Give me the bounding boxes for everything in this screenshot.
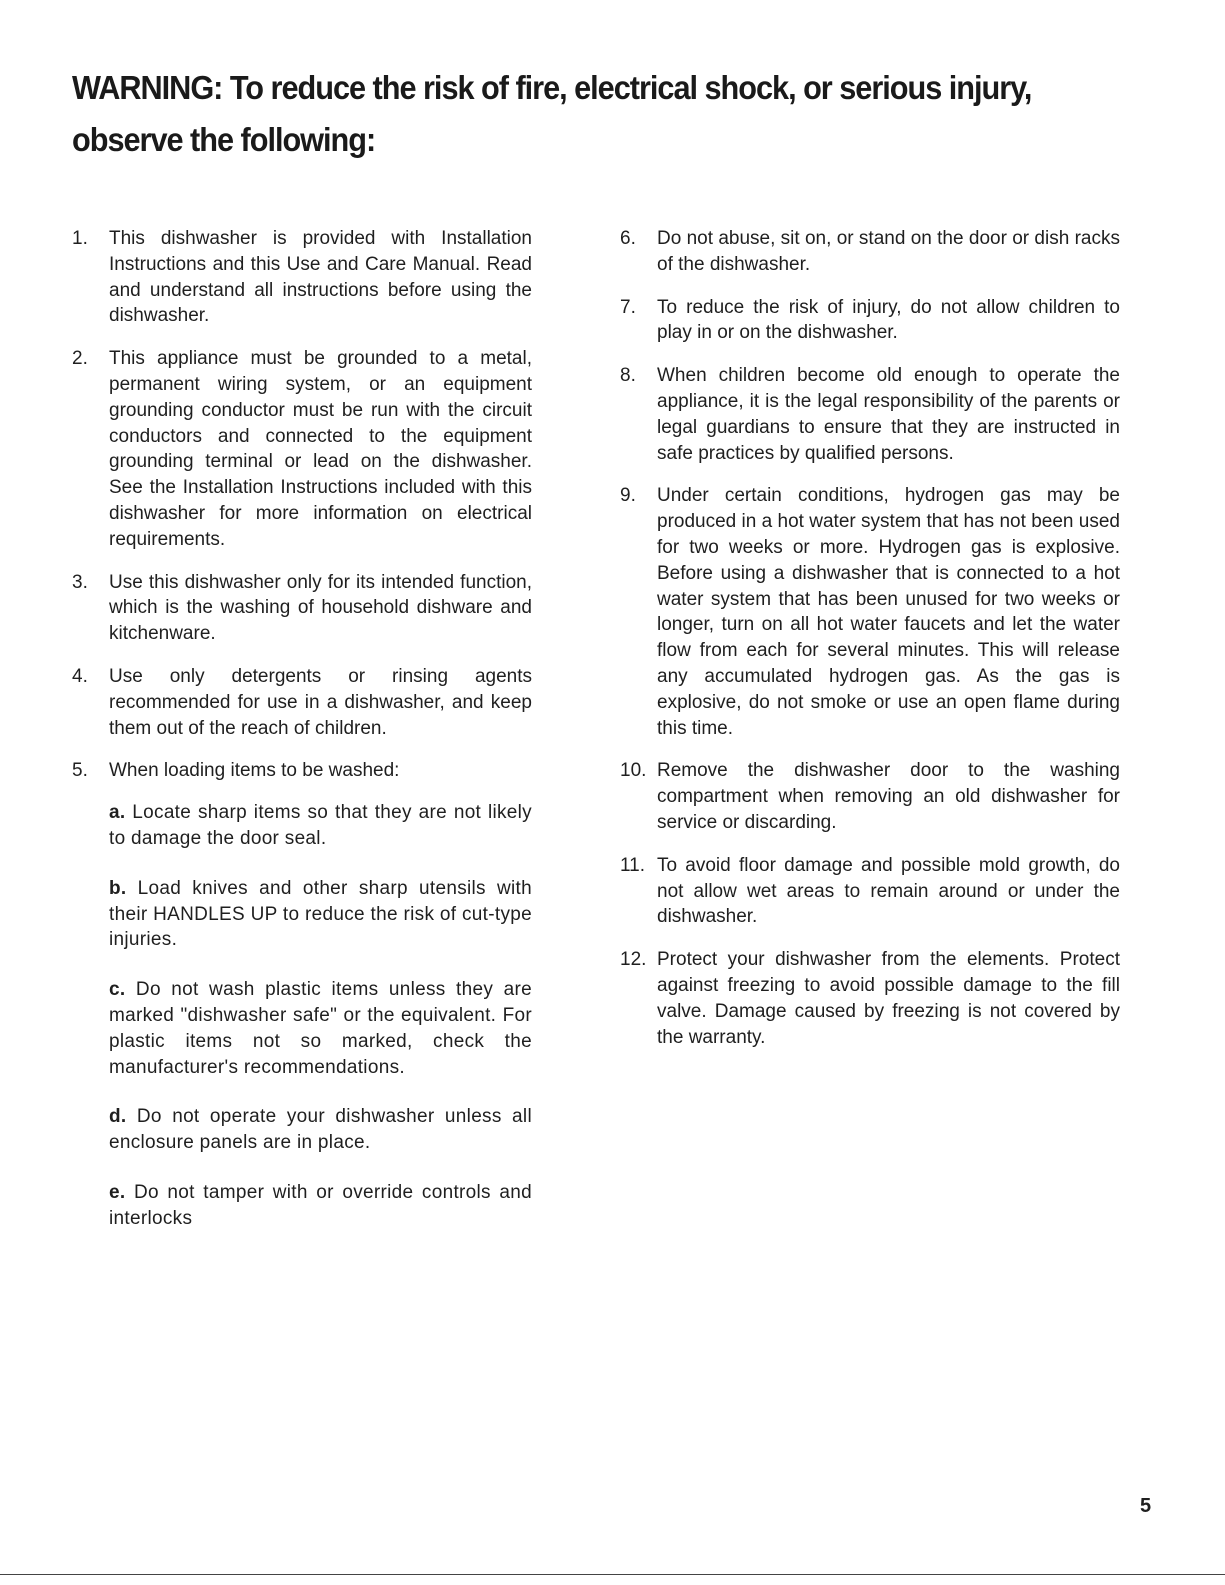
item-text: This appliance must be grounded to a metal, permanent wiring system, or an equipment grounding conductor must be run with the circuit conductors and connected to the equipment grounding terminal or lead on the dishwasher. See the Installation Instructions included with this dishwasher for more information on electrical requirements. xyxy=(109,348,532,550)
list-item xyxy=(620,947,1120,1050)
list-item xyxy=(620,363,1120,466)
item-number: 1. xyxy=(72,228,88,249)
sub-item-b xyxy=(109,876,532,953)
item-number: 4. xyxy=(72,665,88,687)
item-text: To avoid floor damage and possible mold growth, do not allow wet areas to remain around or under the dishwasher. xyxy=(657,854,1120,928)
item-text: Remove the dishwasher door to the washing compartment when removing an old dishwasher for service or discarding. xyxy=(657,760,1120,833)
item-text: Do not abuse, sit on, or stand on the door or dish racks of the dishwasher. xyxy=(657,228,1120,275)
left-column xyxy=(72,226,532,1256)
list-item xyxy=(72,570,532,647)
list-item xyxy=(620,483,1120,741)
item-number: 11. xyxy=(620,854,646,876)
page-bottom-divider xyxy=(0,1574,1225,1575)
sub-item-text: Load knives and other sharp utensils with their HANDLES UP to reduce the risk of cut-type injuries. xyxy=(109,877,532,951)
page-number: 5 xyxy=(1140,1495,1152,1517)
sub-item-e xyxy=(109,1180,532,1232)
sub-item-text: Locate sharp items so that they are not likely to damage the door seal. xyxy=(109,802,532,849)
list-item xyxy=(620,295,1120,347)
item-text: Under certain conditions, hydrogen gas may be produced in a hot water system that has not been used for two weeks or more. Hydrogen gas is explosive. Before using a dishwasher that is connected to a hot water system that has been unused for two weeks or longer, turn on all hot water faucets and let the water flow from each for several minutes. This will release any accumulated hydrogen gas. As the gas is explosive, do not smoke or use an open flame during this time. xyxy=(657,485,1120,739)
list-item xyxy=(620,853,1120,930)
sub-item-letter: e. xyxy=(109,1181,126,1203)
safety-list-right xyxy=(620,226,1120,1050)
item-text: When children become old enough to operate the appliance, it is the legal responsibility of the parents or legal guardians to ensure that they are instructed in safe practices by qualified persons. xyxy=(657,365,1120,464)
item-number: 9. xyxy=(620,485,636,507)
list-item xyxy=(72,664,532,741)
item-number: 5. xyxy=(72,760,88,782)
sub-item-a xyxy=(109,800,532,852)
item-number: 2. xyxy=(72,348,88,370)
sub-item-text: Do not operate your dishwasher unless all enclosure panels are in place. xyxy=(109,1106,532,1154)
item-number: 8. xyxy=(620,365,636,387)
right-column xyxy=(620,226,1120,1067)
item-number: 10. xyxy=(620,760,647,782)
sub-item-letter: c. xyxy=(109,979,126,1001)
item-text: Use only detergents or rinsing agents recommended for use in a dishwasher, and keep them out of the reach of children. xyxy=(109,665,532,739)
item-number: 6. xyxy=(620,228,636,249)
sub-item-letter: d. xyxy=(109,1106,127,1128)
list-item xyxy=(620,226,1120,278)
list-item xyxy=(72,226,532,329)
item-text: When loading items to be washed: xyxy=(109,760,400,782)
list-item xyxy=(72,346,532,552)
warning-heading: WARNING: To reduce the risk of fire, electrical shock, or serious injury, observe the following: xyxy=(72,69,1032,158)
item-text: To reduce the risk of injury, do not allow children to play in or on the dishwasher. xyxy=(657,296,1120,344)
sub-item-text: Do not tamper with or override controls and interlocks xyxy=(109,1181,532,1229)
sub-item-d xyxy=(109,1104,532,1156)
sub-item-letter: a. xyxy=(109,802,126,824)
item-text: Protect your dishwasher from the elements. Protect against freezing to avoid possible damage to the fill valve. Damage caused by freezing is not covered by the warranty. xyxy=(657,949,1120,1048)
sub-item-c xyxy=(109,977,532,1080)
safety-list-left xyxy=(72,226,532,1232)
list-item xyxy=(620,758,1120,835)
item-text: This dishwasher is provided with Installation Instructions and this Use and Care Manual. Read and understand all instructions before using the dishwasher. xyxy=(109,228,532,327)
list-item xyxy=(72,758,532,1231)
item-number: 12. xyxy=(620,949,647,971)
sub-item-letter: b. xyxy=(109,877,127,899)
item-text: Use this dishwasher only for its intended function, which is the washing of household dishware and kitchenware. xyxy=(109,571,532,645)
item-number: 3. xyxy=(72,571,88,593)
sub-item-text: Do not wash plastic items unless they are marked "dishwasher safe" or the equivalent. For plastic items not so marked, check the manufacturer's recommendations. xyxy=(109,979,532,1078)
item-number: 7. xyxy=(620,296,636,318)
